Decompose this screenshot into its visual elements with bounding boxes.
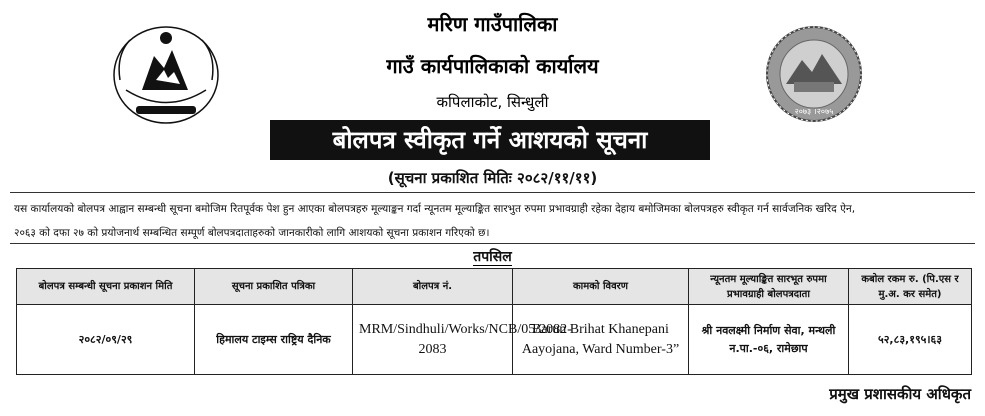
col-header-description: कामको विवरण bbox=[513, 269, 689, 305]
col-header-bid-no: बोलपत्र नं. bbox=[353, 269, 513, 305]
cell-bidder: श्री नवलक्ष्मी निर्माण सेवा, मन्थली न.पा.-०६, रामेछाप bbox=[689, 305, 849, 375]
notice-body-line-1: यस कार्यालयको बोलपत्र आह्वान सम्बन्धी सूचना बमोजिम रितपूर्वक पेश हुन आएका बोलपत्रहरु मूल्याङ्कन गर्दा न्यूनतम मूल्याङ्कित सारभुत रुपमा प्रभावग्राही रहेका देहाय बमोजिमका बोलपत्रहरु स्वीकृत गर्न सार्वजनिक खरिद ऐन, bbox=[14, 203, 856, 215]
office-subtitle: गाउँ कार्यपालिकाको कार्यालय bbox=[386, 54, 599, 78]
notice-body-line-2: २०६३ को दफा २७ को प्रयोजनार्थ सम्बन्धित सम्पूर्ण बोलपत्रदाताहरुको जानकारीको लागि आशयको सूचना प्रकाशन गरिएको छ। bbox=[14, 227, 490, 239]
publication-date: (सूचना प्रकाशित मितिः २०८२/११/११) bbox=[387, 169, 598, 187]
cell-description: Barun Brihat Khanepani Aayojana, Ward Number-3” bbox=[513, 305, 689, 375]
table-row bbox=[17, 305, 972, 375]
seal-year-text: २०७३ ।२०७५ bbox=[794, 107, 834, 116]
notice-title-banner: बोलपत्र स्वीकृत गर्ने आशयको सूचना bbox=[270, 120, 710, 160]
cell-bid-no: MRM/Sindhuli/Works/NCB/05/2082-2083 bbox=[353, 305, 513, 375]
cell-amount: ५२,८३,१९५।६३ bbox=[849, 305, 972, 375]
section-title-text: तपसिल bbox=[473, 249, 512, 265]
table-header-row bbox=[17, 269, 972, 305]
col-header-bidder: न्यूनतम मूल्याङ्कित सारभूत रुपमा प्रभावग्राही बोलपत्रदाता bbox=[689, 269, 849, 305]
col-header-notice-date: बोलपत्र सम्बन्धी सूचना प्रकाशन मिति bbox=[17, 269, 195, 305]
signatory-title: प्रमुख प्रशासकीय अधिकृत bbox=[829, 385, 971, 403]
divider bbox=[10, 243, 975, 244]
section-title bbox=[0, 247, 985, 266]
cell-notice-date: २०८२/०९/२९ bbox=[17, 305, 195, 375]
office-name: मरिण गाउँपालिका bbox=[427, 12, 558, 36]
divider bbox=[10, 192, 975, 193]
bid-table bbox=[16, 268, 972, 375]
col-header-newspaper: सूचना प्रकाशित पत्रिका bbox=[195, 269, 353, 305]
cell-newspaper: हिमालय टाइम्स राष्ट्रिय दैनिक bbox=[195, 305, 353, 375]
notice-body bbox=[14, 197, 974, 245]
office-address: कपिलाकोट, सिन्धुली bbox=[436, 93, 549, 111]
col-header-amount: कबोल रकम रु. (पि.एस र मु.अ. कर समेत) bbox=[849, 269, 972, 305]
